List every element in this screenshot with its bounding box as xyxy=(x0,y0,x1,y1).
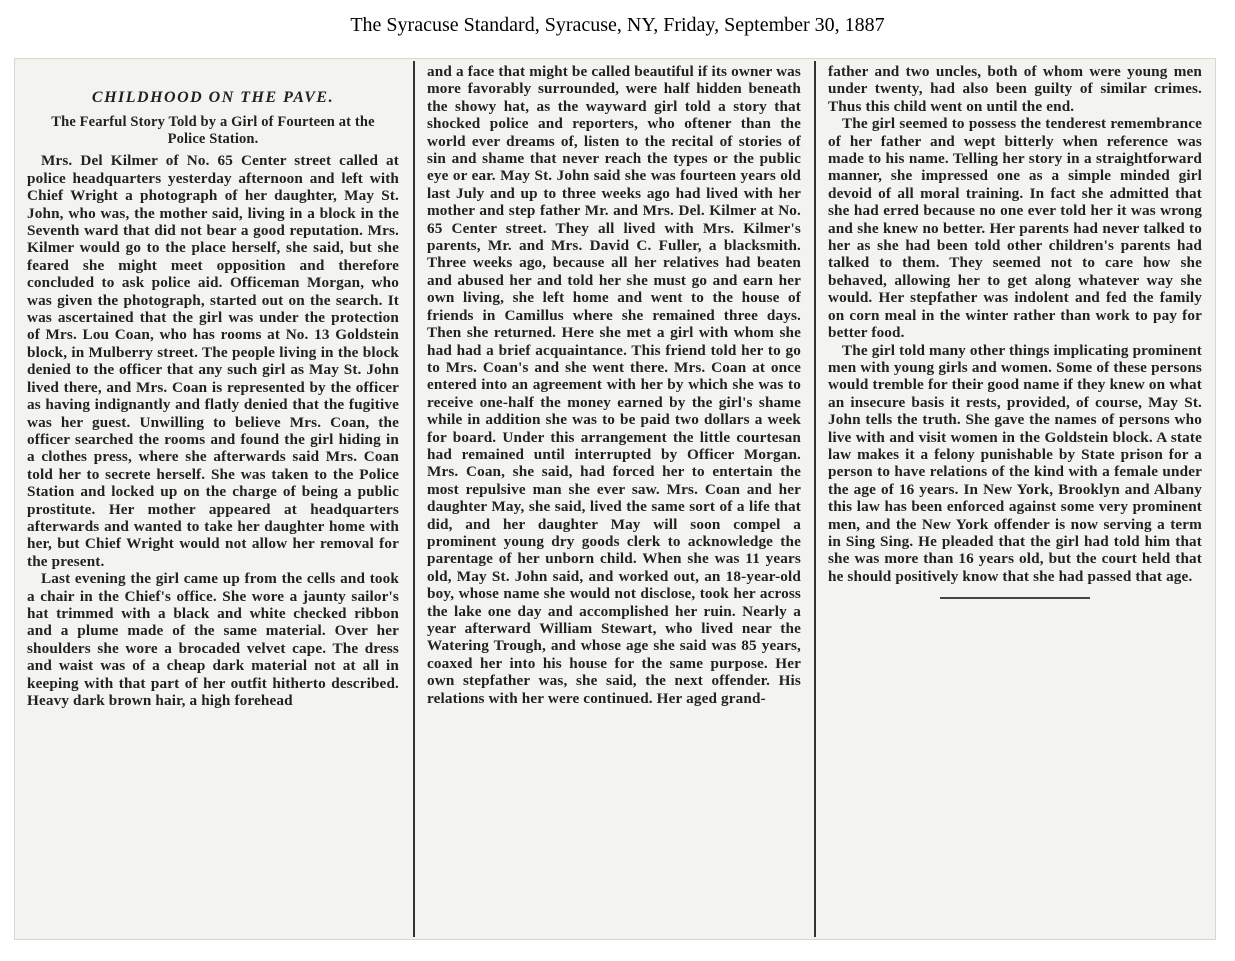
paragraph: and a face that might be called beautiful if its owner was more favorably surrounded, were half hidden beneath the showy hat, as the wayward girl told a story that shocked police and reporters, who oftener than the world ever dreams of, listen to the recital of stories of sin and shame that never reach the types or the public eye or ear. May St. John said she was fourteen years old last July and up to three weeks ago had lived with her mother and step father Mr. and Mrs. Del. Kilmer at No. 65 Center street. They all lived with Mrs. Kilmer's parents, Mr. and Mrs. David C. Fuller, a blacksmith. Three weeks ago, because all her relatives had beaten and abused her and told her she must go and earn her own living, she left home and went to the house of friends in Camillus where she remained three days. Then she returned. Here she met a girl with whom she had had a brief acquaintance. This friend told her to go to Mrs. Coan's and she went there. Mrs. Coan at once entered into an agreement with her by which she was to receive one-half the money earned by the girl's shame while in addition she was to be paid two dollars a week for board. Under this arrangement the little courtesan had remained until interrupted by Officer Morgan. Mrs. Coan, she said, had forced her to entertain the most repulsive man she ever saw. Mrs. Coan and her daughter May, she said, lived the same sort of a life that did, and her daughter May will soon compel a prominent young dry goods clerk to acknowledge the parentage of her unborn child. When she was 11 years old, May St. John said, and worked out, an 18-year-old boy, whose name she would not disclose, took her across the lake one day and accomplished her ruin. Nearly a year afterward William Stewart, who lived near the Watering Trough, and whose age she said was 85 years, coaxed her into his house for the same purpose. Her own stepfather was, she said, the next offender. His relations with her were continued. Her aged grand- xyxy=(427,63,801,707)
column-divider xyxy=(413,61,415,937)
paragraph: The girl seemed to possess the tenderest remembrance of her father and wept bitterly when reference was made to his name. Telling her story in a straightforward manner, she impressed one as a simple minded girl devoid of all moral training. In fact she admitted that she had erred because no one ever told her it was wrong and she knew no better. Her parents had never talked to her as she had been told other children's parents had talked to them. They seemed not to care how she behaved, allowing her to get along whatever way she would. Her stepfather was indolent and fed the family on corn meal in the winter rather than work to pay for better food. xyxy=(828,115,1202,342)
column-divider xyxy=(814,61,816,937)
page-caption: The Syracuse Standard, Syracuse, NY, Friday, September 30, 1887 xyxy=(350,14,885,36)
paragraph: The girl told many other things implicating prominent men with young girls and women. Some of these persons would tremble for their good name if they knew on what an insecure basis it rests, provided, of course, May St. John tells the truth. She gave the names of persons who live with and visit women in the Goldstein block. A state law makes it a felony punishable by State prison for a person to have relations of the kind with a female under the age of 16 years. In New York, Brooklyn and Albany this law has been enforced against some very prominent men, and the New York offender is now serving a term in Sing Sing. He pleaded that the girl had told him that she was more than 16 years old, but the court held that he should positively know that she had passed that age. xyxy=(828,341,1202,585)
article-headline: CHILDHOOD ON THE PAVE. xyxy=(91,89,335,106)
newspaper-clipping xyxy=(14,58,1216,940)
article-column-3 xyxy=(828,63,1202,935)
paragraph: Mrs. Del Kilmer of No. 65 Center street called at police headquarters yesterday afternoon and left with Chief Wright a photograph of her daughter, May St. John, who was, the mother said, living in a block in the Seventh ward that did not bear a good reputation. Mrs. Kilmer would go to the place herself, she said, but she feared she might meet opposition and therefore concluded to ask police aid. Officeman Morgan, who was given the photograph, started out on the search. It was ascertained that the girl was under the protection of Mrs. Lou Coan, who has rooms at No. 13 Goldstein block, in Mulberry street. The people living in the block denied to the officer that any such girl as May St. John lived there, and Mrs. Coan is represented by the officer as having indignantly and flatly denied that the fugitive was her guest. Unwilling to believe Mrs. Coan, the officer searched the rooms and found the girl hiding in a clothes press, where she afterwards said Mrs. Coan told her to secrete herself. She was taken to the Police Station and locked up on the charge of being a public prostitute. Her mother appeared at headquarters afterwards and wanted to take her daughter home with her, but Chief Wright would not allow her removal for the present. xyxy=(27,152,399,570)
article-subhead: The Fearful Story Told by a Girl of Fourteen at the Police Station. xyxy=(51,114,375,148)
article-column-2 xyxy=(427,63,801,935)
article-column-1 xyxy=(27,63,399,935)
paragraph: father and two uncles, both of whom were young men under twenty, had also been guilty of similar crimes. Thus this child went on until the end. xyxy=(828,63,1202,115)
paragraph: Last evening the girl came up from the cells and took a chair in the Chief's office. She wore a jaunty sailor's hat trimmed with a black and white checked ribbon and a plume made of the same material. Over her shoulders she wore a brocaded velvet cape. The dress and waist was of a cheap dark material not at all in keeping with that part of her outfit hitherto described. Heavy dark brown hair, a high forehead xyxy=(27,570,399,709)
article-end-rule xyxy=(940,597,1090,599)
